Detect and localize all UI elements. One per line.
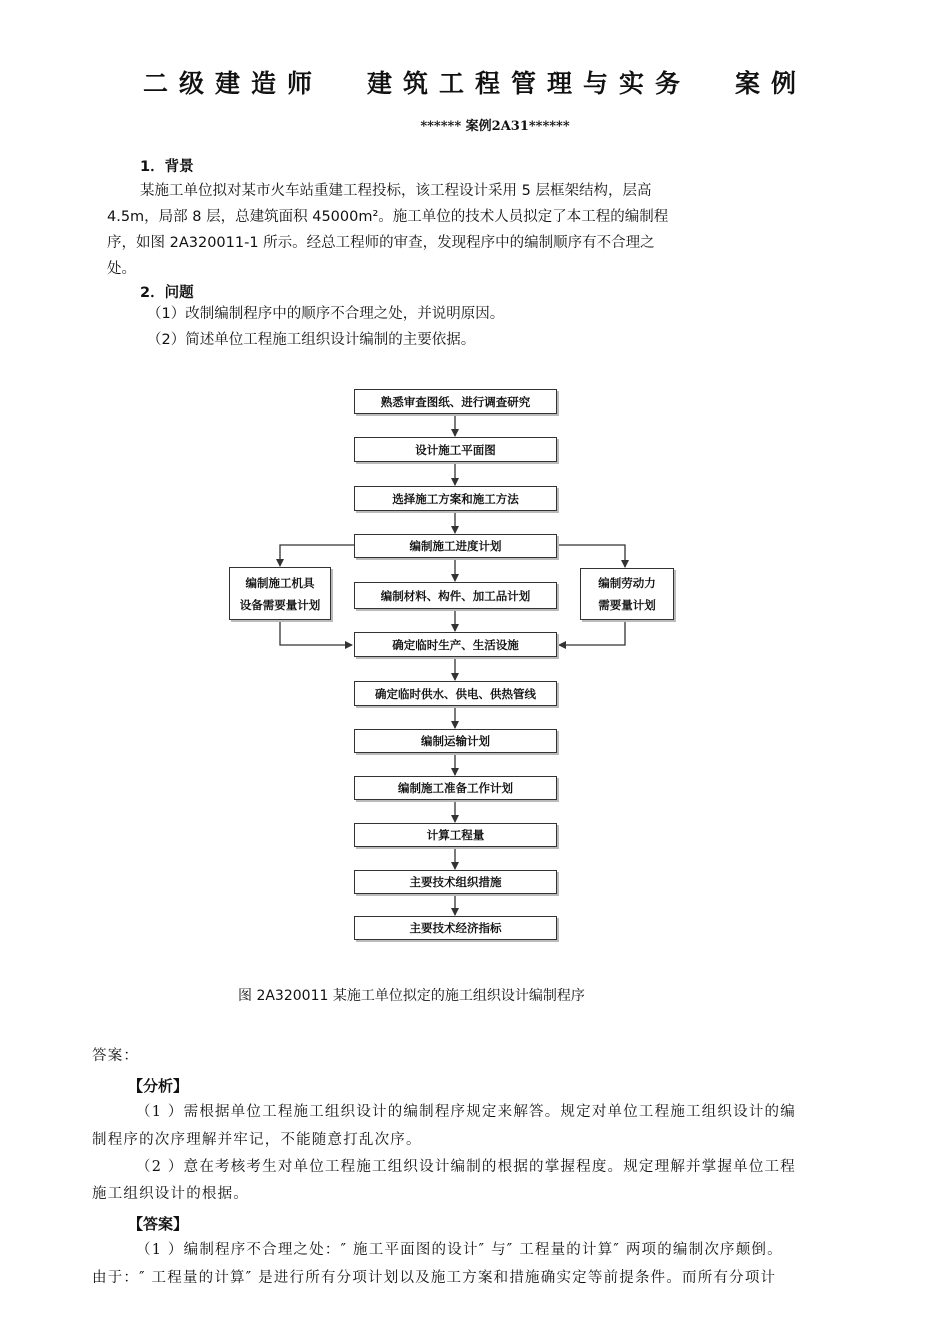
- step-economic-indicators: 主要技术经济指标: [354, 916, 557, 940]
- answer-label: 答案：: [92, 1048, 140, 1064]
- step-quantities: 计算工程量: [354, 823, 557, 847]
- analysis-line-4: 施工组织设计的根据。: [92, 1186, 249, 1202]
- title-part-2: 建筑工程管理与实务: [366, 69, 691, 98]
- background-line-4: 处。: [107, 261, 136, 277]
- step-preparation-plan: 编制施工准备工作计划: [354, 776, 557, 800]
- analysis-line-1: （1 ）需根据单位工程施工组织设计的编制程序规定来解答。规定对单位工程施工组织设计的编: [136, 1104, 796, 1120]
- answer-line-1: （1 ）编制程序不合理之处：″ 施工平面图的设计″ 与″ 工程量的计算″ 两项的编制次序颠倒。: [136, 1242, 783, 1258]
- analysis-heading: 【分析】: [128, 1077, 189, 1095]
- step-temporary-facilities: 确定临时生产、生活设施: [354, 632, 557, 657]
- equipment-plan-line-2: 设备需要量计划: [239, 597, 321, 612]
- answer-line-2: 由于：″ 工程量的计算″ 是进行所有分项计划以及施工方案和措施确实定等前提条件。而所有分项计: [92, 1270, 777, 1286]
- step-materials-plan: 编制材料、构件、加工品计划: [354, 582, 557, 609]
- step-review-drawings: 熟悉审查图纸、进行调查研究: [354, 389, 557, 414]
- question-1: （1）改制编制程序中的顺序不合理之处，并说明原因。: [147, 306, 505, 322]
- question-2: （2）简述单位工程施工组织设计编制的主要依据。: [147, 332, 476, 348]
- labor-plan-line-2: 需要量计划: [598, 598, 656, 612]
- step-technical-measures: 主要技术组织措施: [354, 870, 557, 894]
- step-construction-method: 选择施工方案和施工方法: [354, 486, 557, 511]
- analysis-line-2: 制程序的次序理解并牢记，不能随意打乱次序。: [92, 1132, 422, 1148]
- figure-caption: 图 2A320011 某施工单位拟定的施工组织设计编制程序: [238, 988, 585, 1004]
- title-part-1: 二级建造师: [142, 69, 323, 98]
- labor-plan-line-1: 编制劳动力: [598, 576, 656, 590]
- step-transport-plan: 编制运输计划: [354, 729, 557, 753]
- title-part-3: 案例: [735, 69, 808, 98]
- background-line-2: 4.5m，局部 8 层，总建筑面积 45000m²。施工单位的技术人员拟定了本工程的编制程: [107, 209, 669, 225]
- background-line-3: 序，如图 2A320011-1 所示。经总工程师的审查，发现程序中的编制顺序有不合理之: [107, 235, 655, 251]
- answer-heading: 【答案】: [128, 1215, 189, 1233]
- background-heading: 1．背景: [140, 159, 194, 175]
- step-site-plan: 设计施工平面图: [354, 437, 557, 462]
- labor-plan-box: [580, 568, 674, 620]
- questions-heading: 2．问题: [140, 285, 194, 301]
- case-subtitle: ****** 案例2A31******: [420, 119, 570, 134]
- equipment-plan-line-1: 编制施工机具: [245, 575, 315, 590]
- step-utilities: 确定临时供水、供电、供热管线: [354, 681, 557, 706]
- background-line-1: 某施工单位拟对某市火车站重建工程投标，该工程设计采用 5 层框架结构，层高: [140, 183, 652, 199]
- equipment-plan-box: [229, 567, 331, 620]
- analysis-line-3: （2 ）意在考核考生对单位工程施工组织设计编制的根据的掌握程度。规定理解并掌握单位工程: [136, 1159, 796, 1175]
- step-schedule: 编制施工进度计划: [354, 534, 557, 558]
